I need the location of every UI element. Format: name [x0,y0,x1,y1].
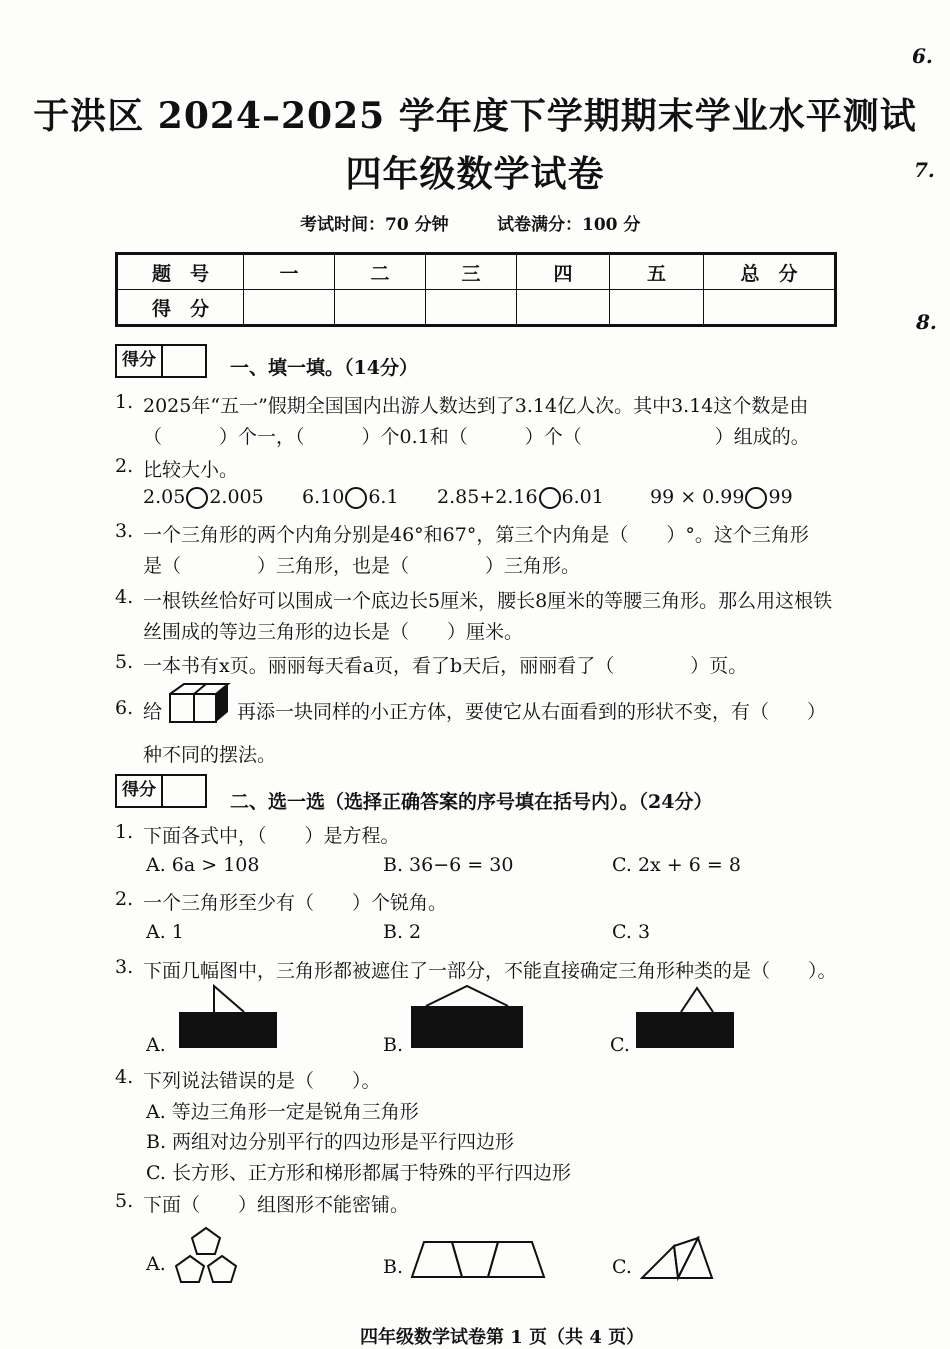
question-number: 5. [115,1190,134,1212]
score-blank[interactable] [335,290,426,326]
s1-q6-line2: 种不同的摆法。 [143,744,277,766]
covered-triangle-b [408,984,526,1052]
option-c[interactable]: C. 长方形、正方形和梯形都属于特殊的平行四边形 [146,1162,571,1184]
margin-note-7: 7. [914,158,935,182]
margin-note-6: 6. [912,44,933,68]
s1-q4-line2: 丝围成的等边三角形的边长是（ ）厘米。 [143,621,524,643]
score-blank[interactable] [610,290,704,326]
compare-item-2 [302,486,399,509]
page-footer: 四年级数学试卷第 1 页（共 4 页） [360,1327,645,1348]
table-cell: 题 号 [117,254,244,290]
triangles-figure [640,1236,716,1282]
compare-right: 6.1 [368,486,399,508]
s1-q4-line1: 一根铁丝恰好可以围成一个底边长5厘米，腰长8厘米的等腰三角形。那么用这根铁 [143,590,833,612]
table-cell: 三 [426,254,517,290]
question-number: 2. [115,888,134,910]
compare-item-4 [650,486,793,509]
question-number: 3. [115,956,134,978]
option-c[interactable]: C. 3 [612,921,651,943]
option-a[interactable]: A. 等边三角形一定是锐角三角形 [146,1101,419,1123]
option-c[interactable]: C. [612,1256,632,1278]
s2-q1: 下面各式中，（ ）是方程。 [143,825,400,847]
option-b[interactable]: B. 36−6 = 30 [383,854,514,876]
cube-pair-icon [168,682,232,724]
section2-score-box[interactable] [115,774,207,808]
s1-q6-pre: 给 [143,701,163,723]
table-cell: 总 分 [704,254,836,290]
compare-item-1 [143,486,264,509]
score-box-label: 得分 [117,346,163,376]
score-table-header-row [117,254,836,290]
question-number: 5. [115,651,134,673]
table-cell: 五 [610,254,704,290]
table-cell: 得 分 [117,290,244,326]
compare-circle[interactable] [539,487,561,509]
compare-left: 99 × 0.99 [650,486,745,508]
s1-q3-line2: 是（ ）三角形，也是（ ）三角形。 [143,555,581,577]
pentagons-figure [170,1226,242,1288]
score-blank[interactable] [426,290,517,326]
s1-q6-line1: 再添一块同样的小正方体，要使它从右面看到的形状不变，有（ ） [237,701,827,723]
s1-q2-line1: 比较大小。 [143,459,239,481]
score-table-score-row [117,290,836,326]
table-cell: 四 [517,254,610,290]
s1-q1-line2: （ ）个一，（ ）个0.1和（ ）个（ ）组成的。 [143,426,810,448]
compare-circle[interactable] [745,487,767,509]
margin-note-8: 8. [916,310,937,334]
question-number: 6. [115,697,134,719]
compare-item-3 [437,486,604,509]
score-table [115,252,837,327]
option-b[interactable]: B. [383,1256,404,1278]
exam-subtitle: 四年级数学试卷 [345,153,605,195]
compare-right: 2.005 [209,486,264,508]
s2-q3: 下面几幅图中，三角形都被遮住了一部分，不能直接确定三角形种类的是（ ）。 [143,960,837,982]
question-number: 4. [115,586,134,608]
table-cell: 一 [244,254,335,290]
compare-left: 2.05 [143,486,186,508]
s2-q4: 下列说法错误的是（ ）。 [143,1070,381,1092]
section1-score-box[interactable] [115,344,207,378]
table-cell: 二 [335,254,426,290]
compare-left: 6.10 [302,486,345,508]
s2-q2: 一个三角形至少有（ ）个锐角。 [143,892,448,914]
option-c[interactable]: C. 2x + 6 = 8 [612,854,741,876]
s1-q1-line1: 2025年“五一”假期全国国内出游人数达到了3.14亿人次。其中3.14这个数是由 [143,395,809,417]
option-b[interactable]: B. 2 [383,921,422,943]
compare-right: 99 [768,486,793,508]
s1-q3-line1: 一个三角形的两个内角分别是46°和67°，第三个内角是（ ）°。这个三角形 [143,524,809,546]
question-number: 1. [115,821,134,843]
option-b[interactable]: B. [383,1034,404,1056]
score-blank[interactable] [517,290,610,326]
compare-right: 6.01 [561,486,604,508]
question-number: 4. [115,1066,134,1088]
section1-title: 一、填一填。（14分） [230,357,418,379]
score-blank[interactable] [704,290,836,326]
score-box-label: 得分 [117,776,163,806]
question-number: 3. [115,520,134,542]
full-score: 试卷满分：100 分 [497,215,641,235]
score-blank[interactable] [244,290,335,326]
exam-title: 于洪区 2024–2025 学年度下学期期末学业水平测试 [33,95,917,137]
option-a[interactable]: A. [146,1034,166,1056]
compare-left: 2.85+2.16 [437,486,538,508]
trapezoids-figure [408,1238,548,1280]
question-number: 1. [115,391,134,413]
compare-circle[interactable] [186,487,208,509]
option-b[interactable]: B. 两组对边分别平行的四边形是平行四边形 [146,1131,515,1153]
option-a[interactable]: A. 6a > 108 [146,854,260,876]
exam-time: 考试时间：70 分钟 [300,215,449,235]
section2-title: 二、选一选（选择正确答案的序号填在括号内）。（24分） [230,791,713,813]
compare-circle[interactable] [345,487,367,509]
s1-q5-line1: 一本书有x页。丽丽每天看a页，看了b天后，丽丽看了（ ）页。 [143,655,748,677]
option-a[interactable]: A. [146,1253,166,1275]
covered-triangle-a [176,984,280,1052]
option-c[interactable]: C. [610,1034,630,1056]
s2-q5: 下面（ ）组图形不能密铺。 [143,1194,410,1216]
question-number: 2. [115,455,134,477]
covered-triangle-c [633,984,737,1052]
option-a[interactable]: A. 1 [146,921,184,943]
